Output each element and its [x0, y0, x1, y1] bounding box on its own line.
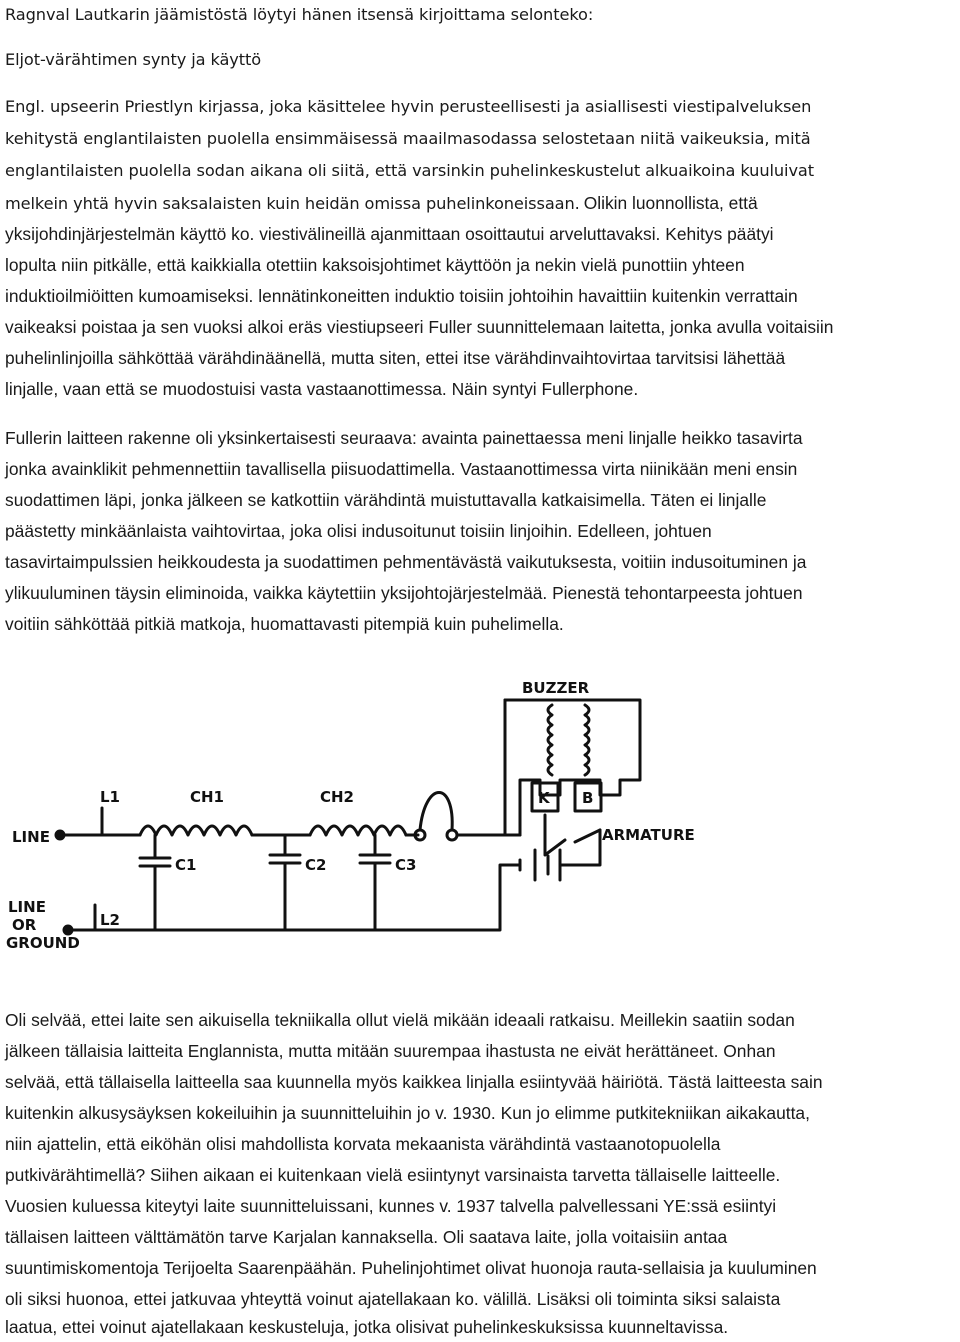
paragraph1-line [5, 188, 758, 218]
paragraph1-line [5, 219, 774, 249]
line-label: LINE [12, 828, 50, 846]
ch2-coil [310, 826, 406, 835]
paragraph3-line: oli siksi huonoa, ettei jatkuvaa yhteyttä voinut ajatellakaan ko. välillä. Lisäksi oli toiminta siksi salaista [5, 1289, 781, 1309]
ch1-coil [140, 826, 252, 835]
paragraph3-line: putkivärähtimellä? Siihen aikaan ei kuitenkaan vielä esiintynyt varsinaista tarvetta tällaiselle laitteelle. [5, 1165, 781, 1185]
document-subheading: Eljot-värähtimen synty ja käyttö [5, 50, 262, 69]
paragraph3-line: Oli selvää, ettei laite sen aikuisella tekniikalla ollut vielä mikään ideaali ratkaisu. Meillekin saatiin sodan [5, 1010, 795, 1030]
armature-pointer [575, 830, 600, 842]
paragraph1-text: lennätinkoneitten induktio toisiin johtoihin havaittiin kuitenkin verrattain [258, 286, 798, 306]
paragraph3-line: kuitenkin alkusysäyksen kokeiluihin ja suunnitteluihin jo v. 1930. Kun jo elimme putkitekniikan aikakautta, [5, 1103, 810, 1123]
paragraph2-line: Fullerin laitteen rakenne oli yksinkertaisesti seuraava: avainta painettaessa meni linjalle heikko tasavirta [5, 428, 803, 448]
document-heading: Ragnval Lautkarin jäämistöstä löytyi hänen itsensä kirjoittama selonteko: [5, 5, 594, 24]
paragraph2-line: suodattimen läpi, jonka jälkeen se katkottiin värähdintä muistuttavalla katkaisimella. Täten ei linjalle [5, 490, 767, 510]
battery-wire [500, 830, 600, 905]
buzzer-coil-k [548, 705, 552, 775]
paragraph3-line: Vuosien kuluessa kiteytyi laite suunnitteluissani, kunnes v. 1937 talvella palvellessani YE:ssä esiintyi [5, 1196, 777, 1216]
paragraph1-text: induktioilmiöitten kumoamiseksi. [5, 286, 254, 306]
fullerphone-circuit-diagram [0, 660, 960, 990]
c2-label: C2 [305, 856, 327, 874]
k-label: K [538, 789, 550, 807]
paragraph1-line [5, 281, 798, 311]
buzzer-label: BUZZER [522, 679, 590, 697]
ground-terminal [64, 926, 72, 934]
c3-label: C3 [395, 856, 417, 874]
paragraph2-line: voitiin sähköttää pitkiä matkoja, huomattavasti pitempiä kuin puhelimella. [5, 614, 564, 634]
paragraph1-text: Olikin luonnollista, että [583, 193, 758, 213]
b-label: B [582, 789, 594, 807]
paragraph2-line: tasavirtaimpulssien heikkoudesta ja suodattimen pehmentävästä vaikutuksesta, voitiin indusoituminen ja [5, 552, 807, 572]
line-terminal [56, 831, 64, 839]
c1-label: C1 [175, 856, 197, 874]
c2-capacitor [270, 835, 300, 930]
paragraph3-line: selvää, että tällaisella laitteella saa kuunnella myös kaikkea linjalla esiintyvää häiriötä. Tästä laitteesta sain [5, 1072, 823, 1092]
paragraph3-line: suuntimiskomentoja Terijoelta Saarenpäähän. Puhelinjohtimet olivat huonoja rauta-sellaisia ja kuuluminen [5, 1258, 817, 1278]
paragraph1-line: vaikeaksi poistaa ja sen vuoksi alkoi eräs viestiupseeri Fuller suunnittelemaan laitetta, jonka avulla voitaisiin [5, 317, 834, 337]
armature-label: ARMATURE [602, 826, 695, 844]
paragraph3-line: tällaisen laitteen välttämätön tarve Karjalan kannaksella. Oli saatava laite, jolla voitaisiin antaa [5, 1227, 728, 1247]
paragraph2-line: jonka avainklikit pehmennettiin tavallisella piisuodattimella. Vastaanottimessa virta niinikään meni ensin [5, 459, 798, 479]
key-loop [420, 793, 452, 831]
battery [520, 850, 560, 880]
armature [545, 815, 565, 855]
ground-label-line1: LINE [8, 898, 46, 916]
c1-capacitor [140, 835, 170, 930]
paragraph1-text: yksijohdinjärjestelmän käyttö ko. [5, 224, 255, 244]
paragraph1-text: viestivälineillä ajanmittaan osoittautui arveluttavaksi. [259, 224, 661, 244]
paragraph3-line: jälkeen tällaisia laitteita Englannista, mutta mitään suurempaa ihastusta ne eivät herättäneet. Onhan [5, 1041, 776, 1061]
paragraph1-text: Kehitys päätyi [665, 224, 774, 244]
paragraph1-line: Engl. upseerin Priestlyn kirjassa, joka käsittelee hyvin perusteellisesti ja asiallisesti viestipalveluksen [5, 97, 812, 116]
paragraph1-line: puhelinlinjoilla sähköttää värähdinäänellä, mutta siten, ettei itse värähdinvaihtovirtaa tarvitsisi lähettää [5, 348, 786, 368]
ch1-label: CH1 [190, 788, 224, 806]
c3-capacitor [360, 835, 390, 930]
paragraph3-line: niin ajattelin, että eiköhän olisi mahdollista korvata mekaanista värähdintä vastaanotopuolella [5, 1134, 721, 1154]
buzzer-coil-b [585, 705, 589, 775]
ground-label-line2: OR [12, 916, 37, 934]
paragraph2-line: päästetty minkäänlaista vaihtovirtaa, joka olisi indusoitunut toisiin linjoihin. Edelleen, johtuen [5, 521, 712, 541]
paragraph3-line: laatua, ettei voinut ajatellakaan keskusteluja, jotka olisivat puhelinkeskuksissa kuunneltavissa. [5, 1317, 729, 1337]
l1-label: L1 [100, 788, 120, 806]
ch2-label: CH2 [320, 788, 354, 806]
ground-label-line3: GROUND [6, 934, 80, 952]
buzzer-frame [505, 700, 640, 835]
paragraph1-text: melkein yhtä hyvin saksalaisten kuin heidän omissa puhelinkoneissaan. [5, 194, 580, 213]
paragraph1-line: englantilaisten puolella sodan aikana oli siitä, että varsinkin puhelinkeskustelut alkuaikoina kuuluivat [5, 161, 814, 180]
paragraph2-line: ylikuuluminen täysin eliminoida, vaikka käytettiin yksijohtojärjestelmää. Pienestä tehontarpeesta johtuen [5, 583, 803, 603]
l2-label: L2 [100, 911, 120, 929]
paragraph1-line: lopulta niin pitkälle, että kaikkialla otettiin kaksoisjohtimet käyttöön ja nekin vielä punottiin yhteen [5, 255, 745, 275]
paragraph1-line: linjalle, vaan että se muodostuisi vasta vastaanottimessa. Näin syntyi Fullerphone. [5, 379, 639, 399]
paragraph1-line: kehitystä englantilaisten puolella ensimmäisessä maailmasodassa selostetaan niitä vaikeuksia, mitä [5, 129, 811, 148]
